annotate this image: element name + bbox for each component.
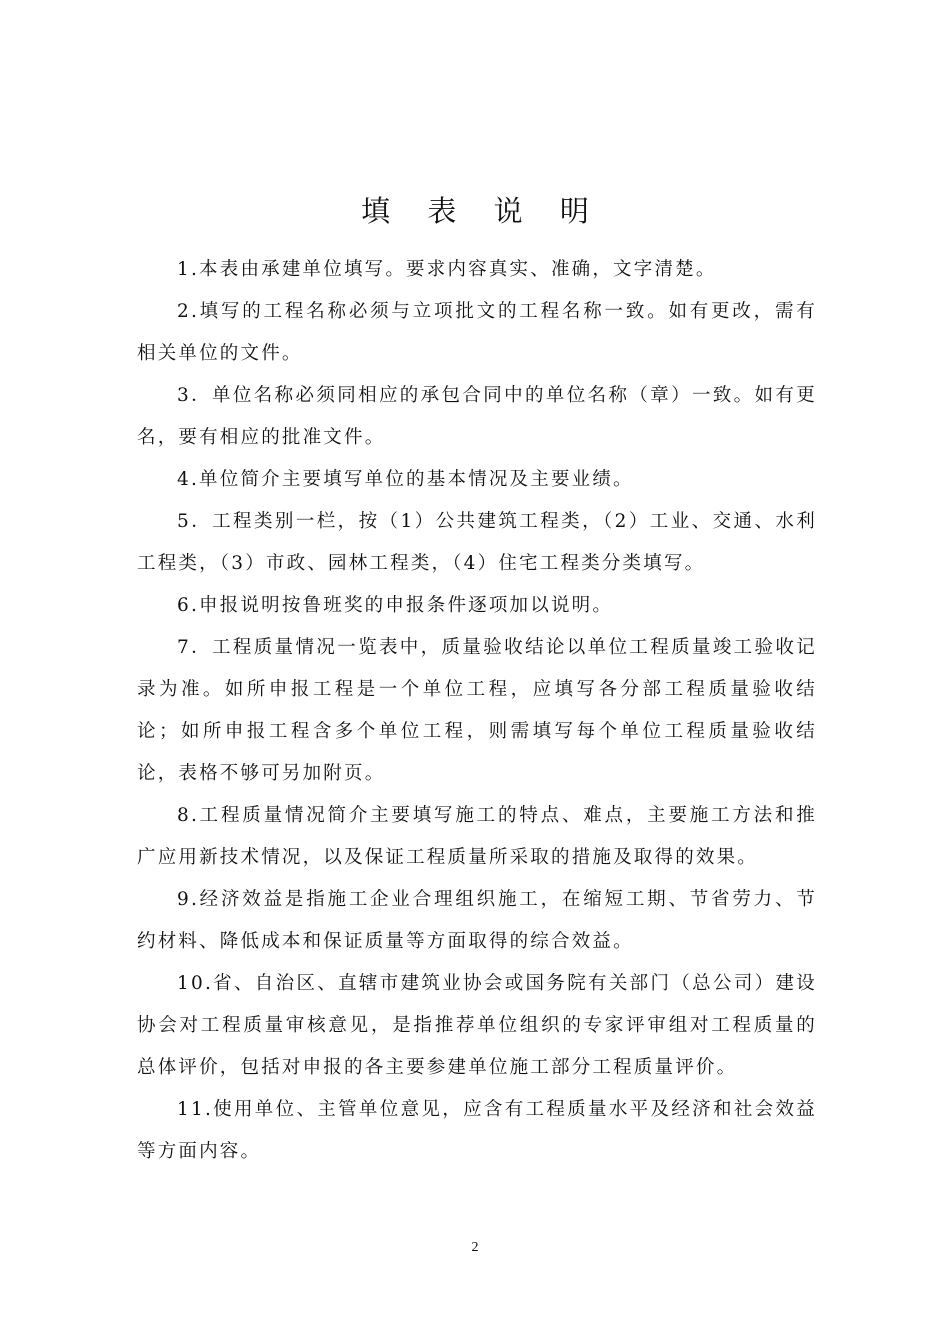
- instruction-paragraph-6: 6.申报说明按鲁班奖的申报条件逐项加以说明。: [177, 595, 614, 616]
- instruction-paragraph-3: 3．单位名称必须同相应的承包合同中的单位名称（章）一致。如有更名，要有相应的批准文件。: [137, 385, 817, 448]
- instruction-paragraph-9: 9.经济效益是指施工企业合理组织施工，在缩短工期、节省劳力、节约材料、降低成本和保证质量等方面取得的综合效益。: [137, 889, 817, 952]
- instruction-paragraph-5: 5．工程类别一栏，按（1）公共建筑工程类，（2）工业、交通、水利工程类，（3）市政、园林工程类，（4）住宅工程类分类填写。: [137, 511, 817, 574]
- instruction-paragraph-11: 11.使用单位、主管单位意见，应含有工程质量水平及经济和社会效益等方面内容。: [137, 1099, 817, 1162]
- instruction-paragraph-2: 2.填写的工程名称必须与立项批文的工程名称一致。如有更改，需有相关单位的文件。: [137, 301, 817, 364]
- page-number: 2: [471, 1240, 479, 1255]
- instruction-paragraph-1: 1.本表由承建单位填写。要求内容真实、准确，文字清楚。: [177, 259, 717, 280]
- instructions-body: [137, 249, 817, 1173]
- instruction-paragraph-8: 8.工程质量情况简介主要填写施工的特点、难点，主要施工方法和推广应用新技术情况，以及保证工程质量所采取的措施及取得的效果。: [137, 805, 817, 868]
- instruction-paragraph-7: 7．工程质量情况一览表中，质量验收结论以单位工程质量竣工验收记录为准。如所申报工程是一个单位工程，应填写各分部工程质量验收结论；如所申报工程含多个单位工程，则需填写每个单位工程质量验收结论，表格不够可另加附页。: [137, 637, 817, 784]
- instruction-paragraph-10: 10.省、自治区、直辖市建筑业协会或国务院有关部门（总公司）建设协会对工程质量审核意见，是指推荐单位组织的专家评审组对工程质量的总体评价，包括对申报的各主要参建单位施工部分工程质量评价。: [137, 973, 817, 1078]
- instruction-paragraph-4: 4.单位简介主要填写单位的基本情况及主要业绩。: [177, 469, 634, 490]
- page-title: 填 表 说 明: [361, 194, 603, 228]
